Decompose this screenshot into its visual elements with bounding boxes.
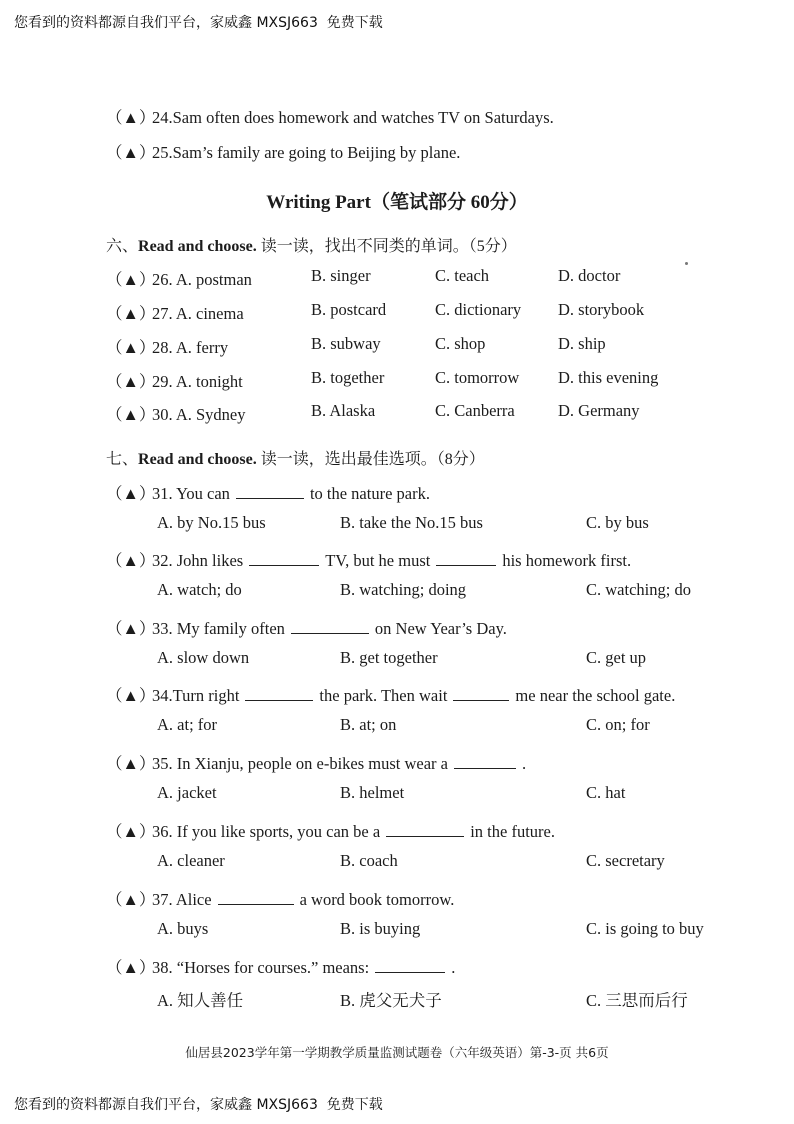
answer-mark: （▲） (106, 405, 156, 424)
option-d: D. this evening (558, 368, 659, 387)
question-32 (106, 547, 631, 571)
watermark-bottom: 您看到的资料都源自我们平台，家威鑫 MXSJ663 免费下载 (14, 1097, 383, 1113)
question-stem: 34.Turn right (152, 686, 240, 705)
question-stem-cont: in the future. (470, 822, 555, 841)
answer-blank (245, 686, 313, 701)
section-title-en: Read and choose. (138, 451, 257, 468)
option-c: C. tomorrow (435, 368, 520, 387)
option-d: D. storybook (558, 300, 645, 319)
option-a: A. watch; do (157, 580, 242, 599)
answer-blank (375, 958, 445, 973)
question-stem: 37. Alice (152, 890, 212, 909)
option-b: B. is buying (340, 919, 421, 938)
answer-mark: （▲） (106, 619, 156, 638)
choice-row-30 (106, 401, 246, 425)
question-stem-cont: . (522, 754, 527, 773)
question-stem-cont: TV, but he must (325, 551, 431, 570)
question-stem-cont: on New Year’s Day. (374, 619, 507, 638)
answer-blank (454, 754, 516, 769)
option-c: C. get up (586, 648, 647, 667)
answer-mark: （▲） (106, 754, 156, 773)
answer-blank (249, 551, 319, 566)
question-text: 25.Sam’s family are going to Beijing by plane. (152, 143, 461, 162)
answer-blank (453, 686, 509, 701)
option-c: C. secretary (586, 851, 665, 870)
answer-mark: （▲） (106, 890, 156, 909)
answer-mark: （▲） (106, 822, 156, 841)
option-a: A. at; for (157, 715, 218, 734)
answer-mark: （▲） (106, 686, 156, 705)
watermark-top: 您看到的资料都源自我们平台，家威鑫 MXSJ663 免费下载 (14, 15, 383, 31)
option-c: C. shop (435, 334, 486, 353)
option-b: B. coach (340, 851, 398, 870)
answer-mark: （▲） (106, 551, 156, 570)
question-text: 24.Sam often does homework and watches TV on Saturdays. (152, 108, 554, 127)
option-c: C. Canberra (435, 401, 515, 420)
answer-mark: （▲） (106, 958, 156, 977)
question-stem-end: his homework first. (502, 551, 632, 570)
question-stem-cont: a word book tomorrow. (299, 890, 455, 909)
answer-blank (236, 484, 304, 499)
speck (685, 262, 688, 265)
answer-mark: （▲） (106, 143, 156, 162)
answer-mark: （▲） (106, 372, 156, 391)
option-c: C. is going to buy (586, 919, 704, 938)
option-a: 26. A. postman (152, 270, 252, 289)
option-c: C. 三思而后行 (586, 991, 688, 1010)
option-a: A. buys (157, 919, 209, 938)
option-d: D. doctor (558, 266, 621, 285)
question-38 (106, 954, 455, 978)
option-b: B. 虎父无犬子 (340, 991, 442, 1010)
option-c: C. teach (435, 266, 490, 285)
question-stem-cont: to the nature park. (309, 484, 430, 503)
option-b: B. at; on (340, 715, 397, 734)
option-b: B. watching; doing (340, 580, 467, 599)
question-36 (106, 818, 555, 842)
answer-blank (436, 551, 496, 566)
question-37 (106, 886, 454, 910)
option-a: 27. A. cinema (152, 304, 244, 323)
option-b: B. Alaska (311, 401, 376, 420)
option-b: B. get together (340, 648, 438, 667)
section-instruction: 读一读，找出不同类的单词。（5分） (260, 238, 517, 255)
section-7-heading (106, 446, 485, 469)
question-34 (106, 682, 675, 706)
answer-blank (291, 619, 369, 634)
option-c: C. by bus (586, 513, 649, 532)
question-35 (106, 750, 526, 774)
option-d: D. Germany (558, 401, 640, 420)
question-stem: 31. You can (152, 484, 230, 503)
option-a: 28. A. ferry (152, 338, 229, 357)
page-footer: 仙居县2023学年第一学期教学质量监测试题卷（六年级英语）第-3-页 共6页 (185, 1045, 609, 1060)
option-b: B. subway (311, 334, 381, 353)
option-c: C. hat (586, 783, 626, 802)
question-stem: 35. In Xianju, people on e-bikes must wear a (152, 754, 449, 773)
section-number: 七、 (106, 451, 139, 468)
answer-blank (386, 822, 464, 837)
option-c: C. watching; do (586, 580, 691, 599)
question-31 (106, 480, 430, 504)
option-c: C. dictionary (435, 300, 522, 319)
writing-part-title: Writing Part（笔试部分 60分） (266, 192, 528, 213)
option-a: A. 知人善任 (157, 991, 244, 1010)
answer-mark: （▲） (106, 304, 156, 323)
option-a: 29. A. tonight (152, 372, 243, 391)
question-stem-cont: the park. Then wait (319, 686, 448, 705)
question-33 (106, 615, 507, 639)
option-a: A. cleaner (157, 851, 225, 870)
answer-mark: （▲） (106, 338, 156, 357)
answer-mark: （▲） (106, 108, 156, 127)
section-title-en: Read and choose. (138, 238, 257, 255)
option-b: B. together (311, 368, 385, 387)
question-stem-cont: . (451, 958, 456, 977)
section-number: 六、 (106, 238, 139, 255)
question-25 (106, 139, 460, 163)
option-c: C. on; for (586, 715, 650, 734)
answer-blank (218, 890, 294, 905)
question-stem: 38. “Horses for courses.” means: (152, 958, 370, 977)
choice-row-28 (106, 334, 228, 358)
section-6-heading (106, 233, 517, 256)
option-a: 30. A. Sydney (152, 405, 246, 424)
question-24 (106, 104, 554, 128)
choice-row-26 (106, 266, 252, 290)
option-a: A. slow down (157, 648, 250, 667)
answer-mark: （▲） (106, 484, 156, 503)
option-b: B. postcard (311, 300, 387, 319)
question-stem: 33. My family often (152, 619, 285, 638)
option-d: D. ship (558, 334, 606, 353)
option-a: A. jacket (157, 783, 217, 802)
section-instruction: 读一读，选出最佳选项。（8分） (260, 451, 485, 468)
option-b: B. helmet (340, 783, 405, 802)
question-stem-end: me near the school gate. (515, 686, 676, 705)
choice-row-29 (106, 368, 243, 392)
answer-mark: （▲） (106, 270, 156, 289)
choice-row-27 (106, 300, 244, 324)
question-stem: 32. John likes (152, 551, 244, 570)
question-stem: 36. If you like sports, you can be a (152, 822, 381, 841)
option-b: B. singer (311, 266, 371, 285)
option-b: B. take the No.15 bus (340, 513, 483, 532)
option-a: A. by No.15 bus (157, 513, 266, 532)
